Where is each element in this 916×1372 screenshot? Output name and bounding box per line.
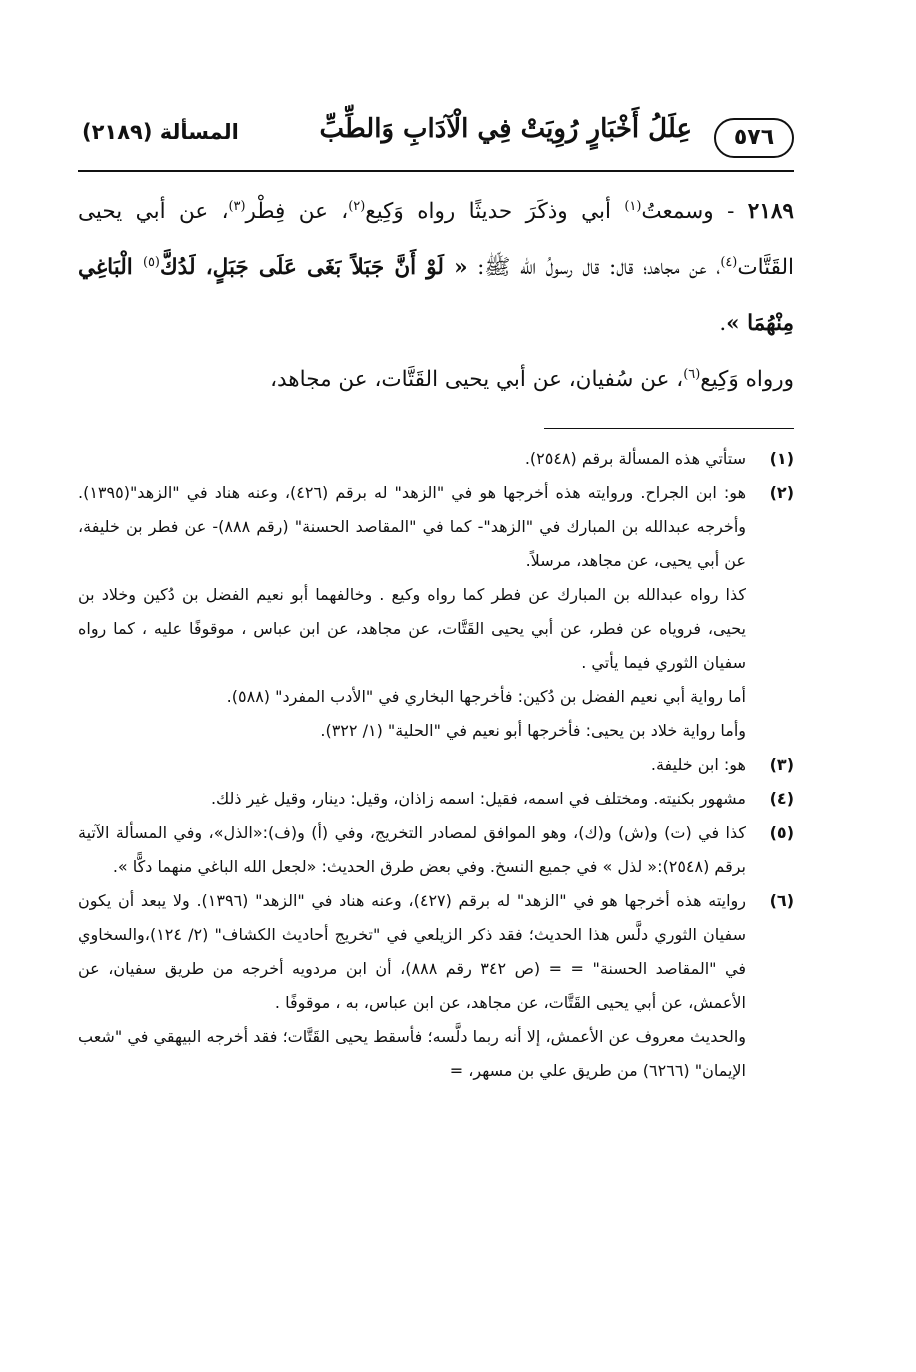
header-rule [78,170,794,172]
footnote [78,816,794,884]
text-run: أبي وذكَرَ حديثًا رواه وَكِيع [365,199,625,224]
footnote-text: مشهور بكنيته. ومختلف في اسمه، فقيل: اسمه زاذان، وقيل: دينار، وقيل غير ذلك. [210,789,746,808]
footnote [78,442,794,476]
footnote-text: كذا في (ت) و(ش) و(ك)، وهو الموافق لمصادر التخريج، وفي (أ) و(ف):«الذل»، وفي المسألة الآتية برقم (٢٥٤٨):« لذل » في جميع النسخ. وفي بعض طرق الحديث: «لجعل الله الباغي منهما دكًّا ». [78,823,746,876]
footnote-ref: (٣) [228,198,246,214]
footnote-text: والحديث معروف عن الأعمش، إلا أنه ربما دلَّسه؛ فأسقط يحيى القَتَّات؛ فقد أخرجه البيهقي في "شعب الإيمان" (٦٢٦٦) من طريق علي بن مسهر، = [78,1027,746,1080]
book-title: عِلَلُ أَخْبَارٍ رُوِيَتْ فِي الْآدَابِ وَالطِّبِّ [319,114,692,144]
text-run: ، عن أبي يحيى القَتَّات [78,199,795,280]
main-text [78,184,794,408]
hadith-text: الْبَاغِي مِنْهُمَا » [78,255,794,336]
footnotes [78,442,794,1088]
issue-label: المسألة (٢١٨٩) [82,120,239,144]
footnote-number: (٣) [769,755,794,774]
footnote-ref: (٦) [683,366,701,382]
footnote-separator [544,428,794,429]
footnote-text: أما رواية أبي نعيم الفضل بن دُكين: فأخرجها البخاري في "الأدب المفرد" (٥٨٨). [226,687,746,706]
footnote-number: (٢) [769,483,794,502]
footnote-text: هو: ابن خليفة. [650,755,746,774]
page-number: ٥٧٦ [714,118,794,158]
text-run: ورواه وَكِيع [700,367,794,392]
text-run: ، عن فِطْر [245,199,349,224]
footnote [78,884,794,1088]
footnote [78,782,794,816]
footnote [78,476,794,748]
footnote-number: (٥) [769,823,794,842]
footnote-number: (٤) [769,789,794,808]
text-run: . [719,311,727,336]
footnote-text: وأما رواية خلاد بن يحيى: فأخرجها أبو نعيم في "الحلية" (١/ ٣٢٢). [320,721,746,740]
issue-number: ٢١٨٩ [747,199,794,224]
footnote-number: (٦) [769,891,794,910]
text-run: ، عن سُفيان، عن أبي يحيى القَتَّات، عن مجاهد، [270,367,684,392]
page-header [78,112,794,168]
footnote-ref: (١) [624,198,642,214]
hadith-text: « لَوْ أَنَّ جَبَلاً بَغَى عَلَى جَبَلٍ، لَدُكَّ [159,255,468,280]
footnote-number: (١) [769,449,794,468]
footnote-text: كذا رواه عبدالله بن المبارك عن فطر كما رواه وكيع . وخالفهما أبو نعيم الفضل بن دُكين وخلاد بن يحيى، فروياه عن فطر، عن أبي يحيى القَتَّات، عن مجاهد، عن ابن عباس ، موقوفًا عليه ، كما رواه سفيان الثوري فيما يأتي . [78,585,746,672]
footnote-text: ستأتي هذه المسألة برقم (٢٥٤٨). [524,449,746,468]
footnote-text: هو: ابن الجراح. وروايته هذه أخرجها هو في "الزهد" له برقم (٤٢٦)، وعنه هناد في "الزهد"(١٣٩٥). وأخرجه عبدالله بن المبارك في "الزهد"- كما في "المقاصد الحسنة" (رقم ٨٨٨)- عن فطر بن خليفة، عن أبي يحيى، عن مجاهد، مرسلاً. [78,483,746,570]
footnote-ref: (٥) [142,254,160,270]
main-paragraph-2 [78,352,794,408]
text-run: - وسمعتُ [641,199,748,224]
footnote-text: روايته هذه أخرجها هو في "الزهد" له برقم (٤٢٧)، وعنه هناد في "الزهد" (١٣٩٦). ولا يبعد أن يكون سفيان الثوري دلَّس هذا الحديث؛ فقد ذكر الزيلعي في "تخريج أحاديث الكشاف" (٢/ ١٢٤)،والسخاوي في "المقاصد الحسنة" = = (ص ٣٤٢ رقم ٨٨٨)، أن ابن مردويه أخرجه من طريق سفيان، عن الأعمش، عن أبي يحيى القَتَّات، عن مجاهد، عن ابن عباس، به ، موقوفًا . [78,891,747,1012]
footnote [78,748,794,782]
footnote-ref: (٤) [720,254,738,270]
text-run: ، عن مجاهد؛ قال: قال رسولُ الله ﷺ: [467,255,721,280]
footnote-ref: (٢) [348,198,366,214]
main-paragraph-1 [78,184,794,352]
